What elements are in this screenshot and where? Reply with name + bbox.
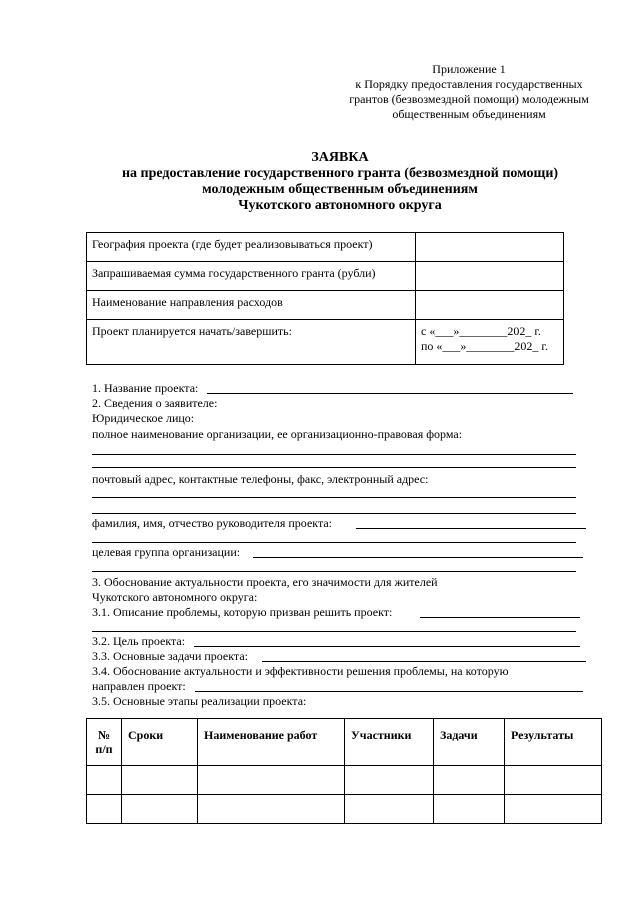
document-title [60,150,620,214]
table-row [87,262,564,291]
tasks-field[interactable] [262,661,586,662]
problem-field[interactable] [420,617,580,618]
project-info-table [86,232,564,365]
period-start: с «___»________202_ г. [421,324,541,338]
table-row [87,766,602,795]
project-stages-table [86,718,602,824]
target-group-field[interactable] [253,557,583,558]
head-name-field[interactable] [356,528,586,529]
appendix-line-1: Приложение 1 [432,62,506,76]
geography-field[interactable] [416,233,564,262]
appendix-line-2: к Порядку предоставления государственных [355,77,583,91]
title-line-3: Чукотского автономного округа [238,198,442,213]
period-label: Проект планируется начать/завершить: [87,320,416,365]
title-line-1: на предоставление государственного гранта (безвозмездной помощи) [121,166,559,181]
appendix-note [330,62,608,122]
table-row [87,291,564,320]
amount-field[interactable] [416,262,564,291]
table-cell[interactable] [345,795,434,824]
full-name-label: полное наименование организации, ее организационно-правовая форма: [92,427,463,441]
table-cell[interactable] [505,795,602,824]
contacts-field-2[interactable] [92,513,576,514]
expenses-field[interactable] [416,291,564,320]
col-tasks: Задачи [434,719,505,766]
applicant-heading: 2. Сведения о заявителе: [92,396,218,410]
amount-label: Запрашиваемая сумма государственного гранта (рубли) [87,262,416,291]
head-name-label: фамилия, имя, отчество руководителя проекта: [92,516,333,530]
table-cell[interactable] [198,795,345,824]
contacts-label: почтовый адрес, контактные телефоны, факс, электронный адрес: [92,472,429,486]
appendix-line-4: общественным объединениям [392,107,546,121]
table-cell[interactable] [122,766,198,795]
expenses-label: Наименование направления расходов [87,291,416,320]
table-cell[interactable] [87,795,122,824]
goal-label: 3.2. Цель проекта: [92,634,186,648]
table-row [87,320,564,365]
table-cell[interactable] [198,766,345,795]
col-works: Наименование работ [198,719,345,766]
table-cell[interactable] [122,795,198,824]
rationale-label-2: Чукотского автономного округа: [92,590,258,604]
col-dates: Сроки [122,719,198,766]
table-row [87,795,602,824]
table-row [87,233,564,262]
col-participants: Участники [345,719,434,766]
target-group-field-2[interactable] [92,571,576,572]
title-heading: ЗАЯВКА [311,150,369,165]
geography-label: География проекта (где будет реализовываться проект) [87,233,416,262]
legal-entity-label: Юридическое лицо: [92,411,195,425]
table-cell[interactable] [505,766,602,795]
table-header-row [87,719,602,766]
effectiveness-label-1: 3.4. Обоснование актуальности и эффективности решения проблемы, на которую [92,664,509,678]
full-name-field-1[interactable] [92,454,576,455]
table-cell[interactable] [87,766,122,795]
goal-field[interactable] [194,646,580,647]
table-cell[interactable] [434,766,505,795]
period-end: по «___»________202_ г. [421,339,548,353]
rationale-label-1: 3. Обоснование актуальности проекта, его значимости для жителей [92,575,438,589]
period-field[interactable] [416,320,564,365]
project-name-label: 1. Название проекта: [92,381,199,395]
stages-label: 3.5. Основные этапы реализации проекта: [92,694,307,708]
effectiveness-field[interactable] [195,691,583,692]
target-group-label: целевая группа организации: [92,545,241,559]
full-name-field-2[interactable] [92,467,576,468]
problem-label: 3.1. Описание проблемы, которую призван решить проект: [92,605,393,619]
appendix-line-3: грантов (безвозмездной помощи) молодежным [349,92,589,106]
table-cell[interactable] [434,795,505,824]
head-name-field-2[interactable] [92,542,576,543]
title-line-2: молодежным общественным объединениям [202,182,478,197]
effectiveness-label-2: направлен проект: [92,679,186,693]
col-results: Результаты [505,719,602,766]
table-cell[interactable] [345,766,434,795]
contacts-field-1[interactable] [92,497,576,498]
col-number: № п/п [87,719,122,766]
tasks-label: 3.3. Основные задачи проекта: [92,649,248,663]
project-name-field[interactable] [207,393,573,394]
problem-field-2[interactable] [92,631,576,632]
